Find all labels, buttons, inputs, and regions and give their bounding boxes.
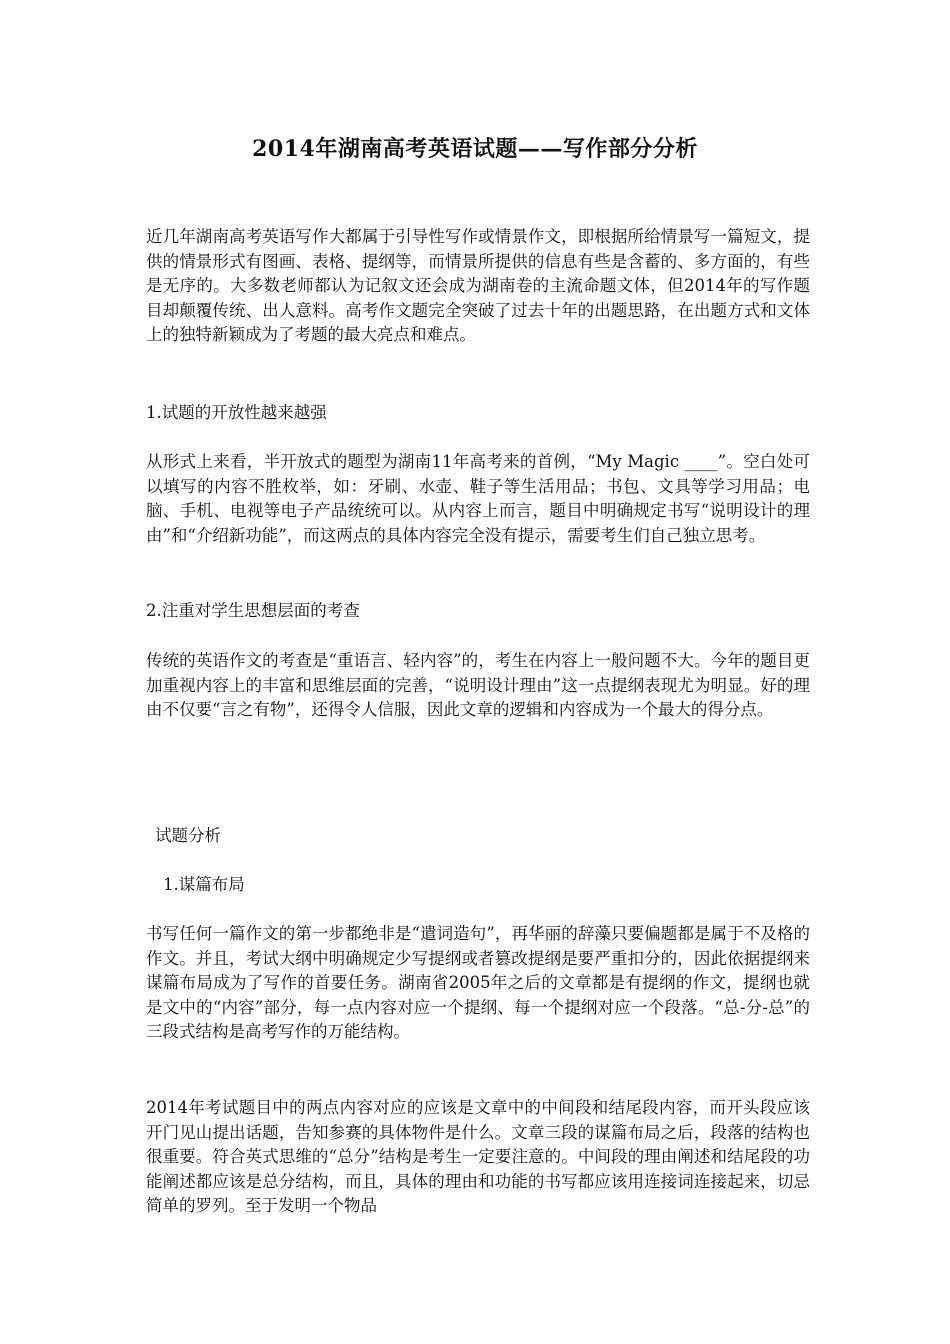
intro-paragraph: 近几年湖南高考英语写作大都属于引导性写作或情景作文，即根据所给情景写一篇短文，提供的情景形式有图画、表格、提纲等，而情景所提供的信息有些是含蓄的、多方面的，有些是无序的。大多数老师都认为记叙文还会成为湖南卷的主流命题文体，但2014年的写作题目却颠覆传统、出人意料。高考作文题完全突破了过去十年的出题思路，在出题方式和文体上的独特新颖成为了考题的最大亮点和难点。 [146, 227, 810, 345]
heading-openness: 1.试题的开放性越来越强 [146, 403, 327, 422]
paragraph-openness: 从形式上来看，半开放式的题型为湖南11年高考来的首例，“My Magic ____”。空白处可以填写的内容不胜枚举，如：牙刷、水壶、鞋子等生活用品；书包、文具等学习用品；电脑、手机、电视等电子产品统统可以。从内容上而言，题目中明确规定书写“说明设计的理由”和“介绍新功能”，而这两点的具体内容完全没有提示，需要考生们自己独立思考。 [146, 452, 810, 545]
heading-thinking: 2.注重对学生思想层面的考查 [146, 601, 360, 620]
paragraph-thinking: 传统的英语作文的考查是“重语言、轻内容”的，考生在内容上一般问题不大。今年的题目更加重视内容上的丰富和思维层面的完善，“说明设计理由”这一点提纲表现尤为明显。好的理由不仅要“言之有物”，还得令人信服，因此文章的逻辑和内容成为一个最大的得分点。 [146, 651, 810, 720]
page-title: 2014年湖南高考英语试题——写作部分分析 [252, 136, 698, 162]
heading-layout: 1.谋篇布局 [163, 875, 245, 894]
paragraph-layout: 书写任何一篇作文的第一步都绝非是“遣词造句”，再华丽的辞藻只要偏题都是属于不及格的作文。并且，考试大纲中明确规定少写提纲或者篡改提纲是要严重扣分的，因此依据提纲来谋篇布局成为了写作的首要任务。湖南省2005年之后的文章都是有提纲的作文，提纲也就是文中的“内容”部分，每一点内容对应一个提纲、每一个提纲对应一个段落。“总-分-总”的三段式结构是高考写作的万能结构。 [146, 924, 810, 1042]
paragraph-structure: 2014年考试题目中的两点内容对应的应该是文章中的中间段和结尾段内容，而开头段应该开门见山提出话题，告知参赛的具体物件是什么。文章三段的谋篇布局之后，段落的结构也很重要。符合英式思维的“总分”结构是考生一定要注意的。中间段的理由阐述和结尾段的功能阐述都应该是总分结构，而且，具体的理由和功能的书写都应该用连接词连接起来，切忌简单的罗列。至于发明一个物品 [146, 1098, 810, 1216]
section-heading-analysis: 试题分析 [155, 826, 221, 845]
